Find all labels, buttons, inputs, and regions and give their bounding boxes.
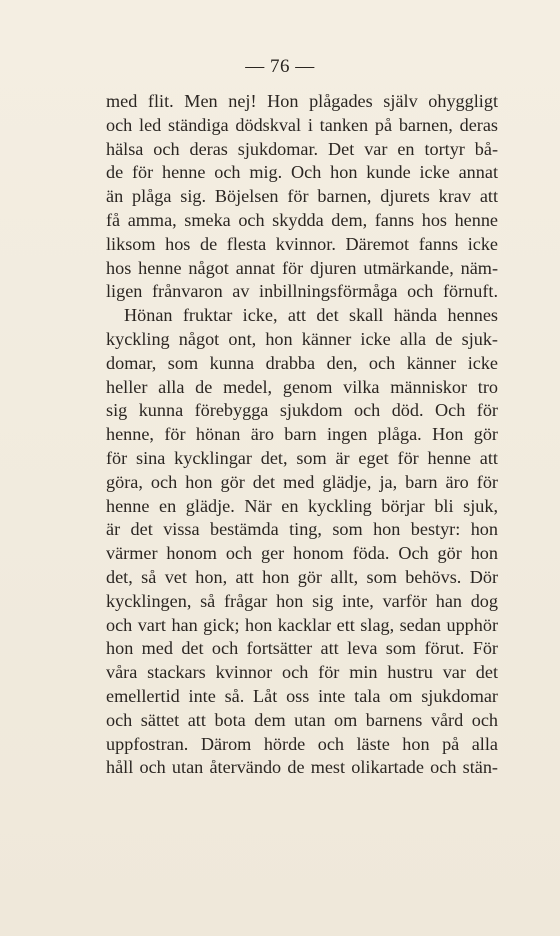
text-line: och led ständiga dödskval i tanken på barnen, deras xyxy=(106,114,498,135)
text-line: och sättet att bota dem utan om barnens vård och xyxy=(106,709,498,730)
text-line: värmer honom och ger honom föda. Och gör hon xyxy=(106,543,498,564)
text-line: henne en glädje. När en kyckling börjar bli sjuk, xyxy=(106,495,498,516)
text-line: Hönan fruktar icke, att det skall hända hennes xyxy=(124,305,498,326)
text-line: domar, som kunna drabba den, och känner icke xyxy=(106,352,498,373)
body-text xyxy=(106,90,498,780)
text-line: våra stackars kvinnor och för min hustru var det xyxy=(106,662,498,683)
text-line: med flit. Men nej! Hon plågades själv ohyggligt xyxy=(106,91,498,111)
text-line: henne, för hönan äro barn ingen plåga. Hon gör xyxy=(106,424,498,445)
text-line: kyckling något ont, hon känner icke alla de sjuk- xyxy=(106,328,498,349)
text-line: få amma, smeka och skydda dem, fanns hos henne xyxy=(106,209,498,230)
text-line: för sina kycklingar det, som är eget för henne att xyxy=(106,447,498,468)
text-line: sig kunna förebygga sjukdom och död. Och för xyxy=(106,400,498,421)
text-line: heller alla de medel, genom vilka människor tro xyxy=(106,376,498,397)
text-line: hon med det och fortsätter att leva som förut. För xyxy=(106,638,498,659)
text-line: håll och utan återvändo de mest olikartade och stän- xyxy=(106,757,498,778)
text-line: än plåga sig. Böjelsen för barnen, djurets krav att xyxy=(106,186,498,207)
text-line: liksom hos de flesta kvinnor. Däremot fanns icke xyxy=(106,233,498,254)
text-line: göra, och hon gör det med glädje, ja, barn äro för xyxy=(106,471,498,492)
text-line: och vart han gick; hon kacklar ett slag, sedan upphör xyxy=(106,614,498,635)
text-line: det, så vet hon, att hon gör allt, som behövs. Dör xyxy=(106,566,498,587)
text-line: hos henne något annat för djuren utmärkande, näm- xyxy=(106,257,498,278)
page-number: — 76 — xyxy=(245,56,315,77)
text-line: uppfostran. Därom hörde och läste hon på alla xyxy=(106,733,498,754)
text-line: är det vissa bestämda ting, som hon bestyr: hon xyxy=(106,519,498,540)
text-line: ligen frånvaron av inbillningsförmåga och förnuft. xyxy=(106,281,498,302)
text-line: kycklingen, så frågar hon sig inte, varför han dog xyxy=(106,590,498,611)
text-line: hälsa och deras sjukdomar. Det var en tortyr bå- xyxy=(106,138,498,159)
text-line: emellertid inte så. Låt oss inte tala om sjukdomar xyxy=(106,685,498,706)
text-line: de för henne och mig. Och hon kunde icke annat xyxy=(106,162,498,183)
